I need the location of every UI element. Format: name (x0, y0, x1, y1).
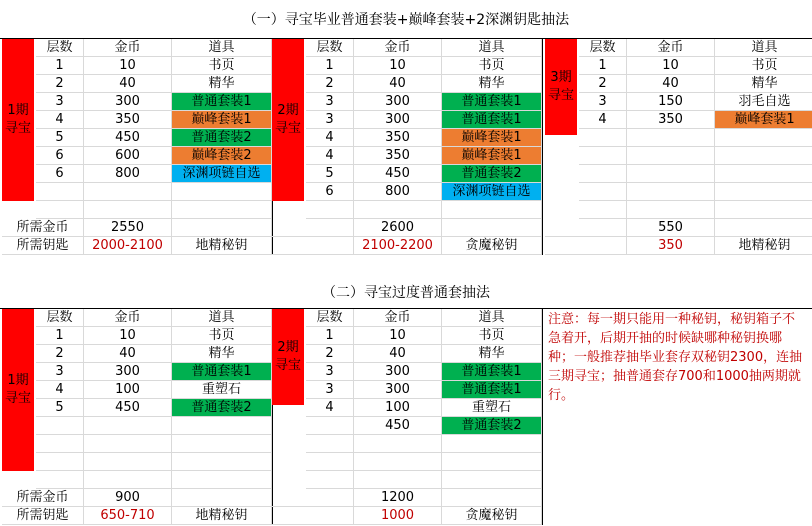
row-empty (627, 201, 715, 219)
footer-empty (272, 507, 354, 525)
header-layer: 层数 (36, 39, 84, 57)
row-coins: 100 (84, 381, 172, 399)
row-coins: 10 (84, 327, 172, 345)
footer-empty (442, 489, 542, 507)
row-item: 巅峰套装1 (442, 147, 542, 165)
row-layer: 3 (306, 381, 354, 399)
footer-empty (545, 237, 627, 255)
row-empty (172, 201, 272, 219)
row-item: 精华 (715, 75, 812, 93)
footer-empty (272, 489, 354, 507)
key-type-value: 贪魔秘钥 (442, 507, 542, 525)
footer-empty (545, 219, 627, 237)
total-coins-value: 550 (627, 219, 715, 237)
row-item: 深渊项链自选 (442, 183, 542, 201)
row-coins: 350 (84, 111, 172, 129)
row-coins: 300 (354, 381, 442, 399)
header-coins: 金币 (354, 309, 442, 327)
period1-label: 1期寻宝 (2, 309, 34, 471)
row-layer: 4 (306, 399, 354, 417)
row-coins: 100 (354, 399, 442, 417)
row-layer: 5 (306, 165, 354, 183)
footer-empty (272, 219, 354, 237)
row-empty (579, 129, 627, 147)
row-item: 巅峰套装1 (715, 111, 812, 129)
row-item: 重塑石 (442, 399, 542, 417)
row-empty (354, 453, 442, 471)
header-coins: 金币 (84, 39, 172, 57)
row-coins: 450 (354, 417, 442, 435)
top-border (0, 38, 812, 39)
table-divider (542, 39, 543, 255)
key-type-value: 地精秘钥 (172, 237, 272, 255)
row-layer: 2 (306, 345, 354, 363)
footer-empty (442, 219, 542, 237)
footer-empty (272, 237, 354, 255)
row-layer: 6 (36, 165, 84, 183)
row-coins: 40 (84, 75, 172, 93)
row-coins: 350 (354, 129, 442, 147)
header-layer: 层数 (306, 39, 354, 57)
row-coins: 450 (84, 129, 172, 147)
row-layer: 5 (36, 129, 84, 147)
row-item: 普通套装1 (442, 381, 542, 399)
row-layer: 4 (579, 111, 627, 129)
row-layer (306, 417, 354, 435)
row-empty (306, 201, 354, 219)
row-layer: 3 (36, 93, 84, 111)
row-empty (172, 453, 272, 471)
row-item: 普通套装2 (172, 129, 272, 147)
total-coins-value: 900 (84, 489, 172, 507)
period2-label: 2期寻宝 (272, 39, 304, 201)
row-empty (354, 471, 442, 489)
header-coins: 金币 (627, 39, 715, 57)
row-empty (442, 201, 542, 219)
row-empty (579, 165, 627, 183)
row-empty (579, 183, 627, 201)
row-coins: 350 (627, 111, 715, 129)
row-coins: 10 (627, 57, 715, 75)
header-item: 道具 (442, 309, 542, 327)
header-coins: 金币 (354, 39, 442, 57)
row-item: 书页 (715, 57, 812, 75)
row-empty (84, 201, 172, 219)
row-item: 普通套装2 (172, 399, 272, 417)
row-layer: 3 (36, 363, 84, 381)
row-coins: 600 (84, 147, 172, 165)
row-empty (354, 201, 442, 219)
row-layer: 6 (36, 147, 84, 165)
row-item: 书页 (172, 327, 272, 345)
row-item: 普通套装2 (442, 417, 542, 435)
row-item: 普通套装1 (442, 111, 542, 129)
row-empty (715, 183, 812, 201)
row-coins: 150 (627, 93, 715, 111)
period2-label: 2期寻宝 (272, 309, 304, 405)
row-empty (172, 417, 272, 435)
row-coins: 10 (84, 57, 172, 75)
row-empty (442, 471, 542, 489)
row-item: 普通套装1 (172, 93, 272, 111)
row-item: 巅峰套装1 (442, 129, 542, 147)
key-type-value: 地精秘钥 (172, 507, 272, 525)
header-item: 道具 (172, 39, 272, 57)
row-layer: 2 (579, 75, 627, 93)
row-empty (36, 471, 84, 489)
row-item: 深渊项链自选 (172, 165, 272, 183)
row-empty (627, 165, 715, 183)
row-coins: 300 (354, 363, 442, 381)
row-empty (84, 471, 172, 489)
header-item: 道具 (442, 39, 542, 57)
row-empty (579, 147, 627, 165)
header-layer: 层数 (579, 39, 627, 57)
row-coins: 40 (627, 75, 715, 93)
total-coins-label: 所需金币 (2, 489, 84, 507)
row-empty (715, 165, 812, 183)
key-type-value: 地精秘钥 (715, 237, 812, 255)
row-layer: 2 (36, 75, 84, 93)
key-label: 所需钥匙 (2, 237, 84, 255)
period3-label: 3期寻宝 (545, 39, 577, 135)
row-item: 普通套装1 (442, 363, 542, 381)
row-layer: 4 (36, 111, 84, 129)
row-empty (84, 183, 172, 201)
row-empty (172, 435, 272, 453)
row-empty (172, 183, 272, 201)
row-layer: 1 (306, 57, 354, 75)
row-coins: 450 (354, 165, 442, 183)
header-layer: 层数 (36, 309, 84, 327)
row-coins: 450 (84, 399, 172, 417)
row-empty (354, 435, 442, 453)
row-empty (36, 453, 84, 471)
row-layer: 4 (306, 147, 354, 165)
row-item: 精华 (442, 75, 542, 93)
key-amount-value: 650-710 (84, 507, 172, 525)
row-empty (172, 471, 272, 489)
row-empty (84, 453, 172, 471)
row-coins: 300 (84, 93, 172, 111)
total-coins-value: 1200 (354, 489, 442, 507)
row-coins: 300 (354, 111, 442, 129)
row-empty (715, 201, 812, 219)
header-layer: 层数 (306, 309, 354, 327)
section1-title: （一）寻宝毕业普通套装+巅峰套装+2深渊钥匙抽法 (242, 12, 570, 28)
key-amount-value: 1000 (354, 507, 442, 525)
row-empty (627, 129, 715, 147)
row-item: 巅峰套装1 (172, 111, 272, 129)
note-text: 注意：每一期只能用一种秘钥，秘钥箱子不急着开，后期开抽的时候缺哪种秘钥换哪种；一般推荐抽毕业套存双秘钥2300，连抽三期寻宝；抽普通套存700和1000抽两期就行。 (548, 312, 803, 403)
row-coins: 300 (84, 363, 172, 381)
row-empty (715, 147, 812, 165)
row-layer: 3 (306, 93, 354, 111)
total-coins-label: 所需金币 (2, 219, 84, 237)
row-empty (442, 453, 542, 471)
key-label: 所需钥匙 (2, 507, 84, 525)
row-layer: 2 (36, 345, 84, 363)
row-empty (627, 147, 715, 165)
row-item: 书页 (172, 57, 272, 75)
key-amount-value: 2100-2200 (354, 237, 442, 255)
row-layer: 1 (36, 327, 84, 345)
row-item: 普通套装2 (442, 165, 542, 183)
row-coins: 40 (354, 75, 442, 93)
row-layer: 1 (579, 57, 627, 75)
row-layer: 3 (306, 363, 354, 381)
row-item: 羽毛自选 (715, 93, 812, 111)
row-layer: 5 (36, 399, 84, 417)
row-empty (36, 183, 84, 201)
row-empty (306, 471, 354, 489)
header-item: 道具 (172, 309, 272, 327)
row-coins: 10 (354, 327, 442, 345)
row-coins: 350 (354, 147, 442, 165)
footer-empty (172, 219, 272, 237)
row-item: 巅峰套装2 (172, 147, 272, 165)
header-coins: 金币 (84, 309, 172, 327)
footer-empty (715, 219, 812, 237)
row-layer: 1 (36, 57, 84, 75)
row-coins: 300 (354, 93, 442, 111)
row-empty (84, 417, 172, 435)
row-empty (36, 417, 84, 435)
row-empty (84, 435, 172, 453)
header-item: 道具 (715, 39, 812, 57)
row-empty (306, 435, 354, 453)
row-empty (306, 453, 354, 471)
row-coins: 10 (354, 57, 442, 75)
key-amount-value: 350 (627, 237, 715, 255)
row-layer: 4 (36, 381, 84, 399)
row-coins: 40 (354, 345, 442, 363)
row-layer: 3 (306, 111, 354, 129)
key-type-value: 贪魔秘钥 (442, 237, 542, 255)
row-item: 精华 (172, 75, 272, 93)
row-item: 精华 (442, 345, 542, 363)
total-coins-value: 2600 (354, 219, 442, 237)
row-empty (36, 201, 84, 219)
row-item: 书页 (442, 57, 542, 75)
total-coins-value: 2550 (84, 219, 172, 237)
footer-empty (172, 489, 272, 507)
row-layer: 4 (306, 129, 354, 147)
row-layer: 6 (306, 183, 354, 201)
row-coins: 800 (354, 183, 442, 201)
row-coins: 800 (84, 165, 172, 183)
row-coins: 40 (84, 345, 172, 363)
row-empty (579, 201, 627, 219)
table-divider (542, 309, 543, 525)
row-item: 重塑石 (172, 381, 272, 399)
row-item: 书页 (442, 327, 542, 345)
row-layer: 2 (306, 75, 354, 93)
row-empty (627, 183, 715, 201)
row-layer: 1 (306, 327, 354, 345)
row-layer: 3 (579, 93, 627, 111)
row-empty (715, 129, 812, 147)
key-amount-value: 2000-2100 (84, 237, 172, 255)
row-item: 精华 (172, 345, 272, 363)
row-empty (36, 435, 84, 453)
section2-title: （二）寻宝过度普通套抽法 (322, 285, 490, 301)
row-item: 普通套装1 (442, 93, 542, 111)
top-border (0, 308, 812, 309)
period1-label: 1期寻宝 (2, 39, 34, 201)
row-item: 普通套装1 (172, 363, 272, 381)
row-empty (442, 435, 542, 453)
